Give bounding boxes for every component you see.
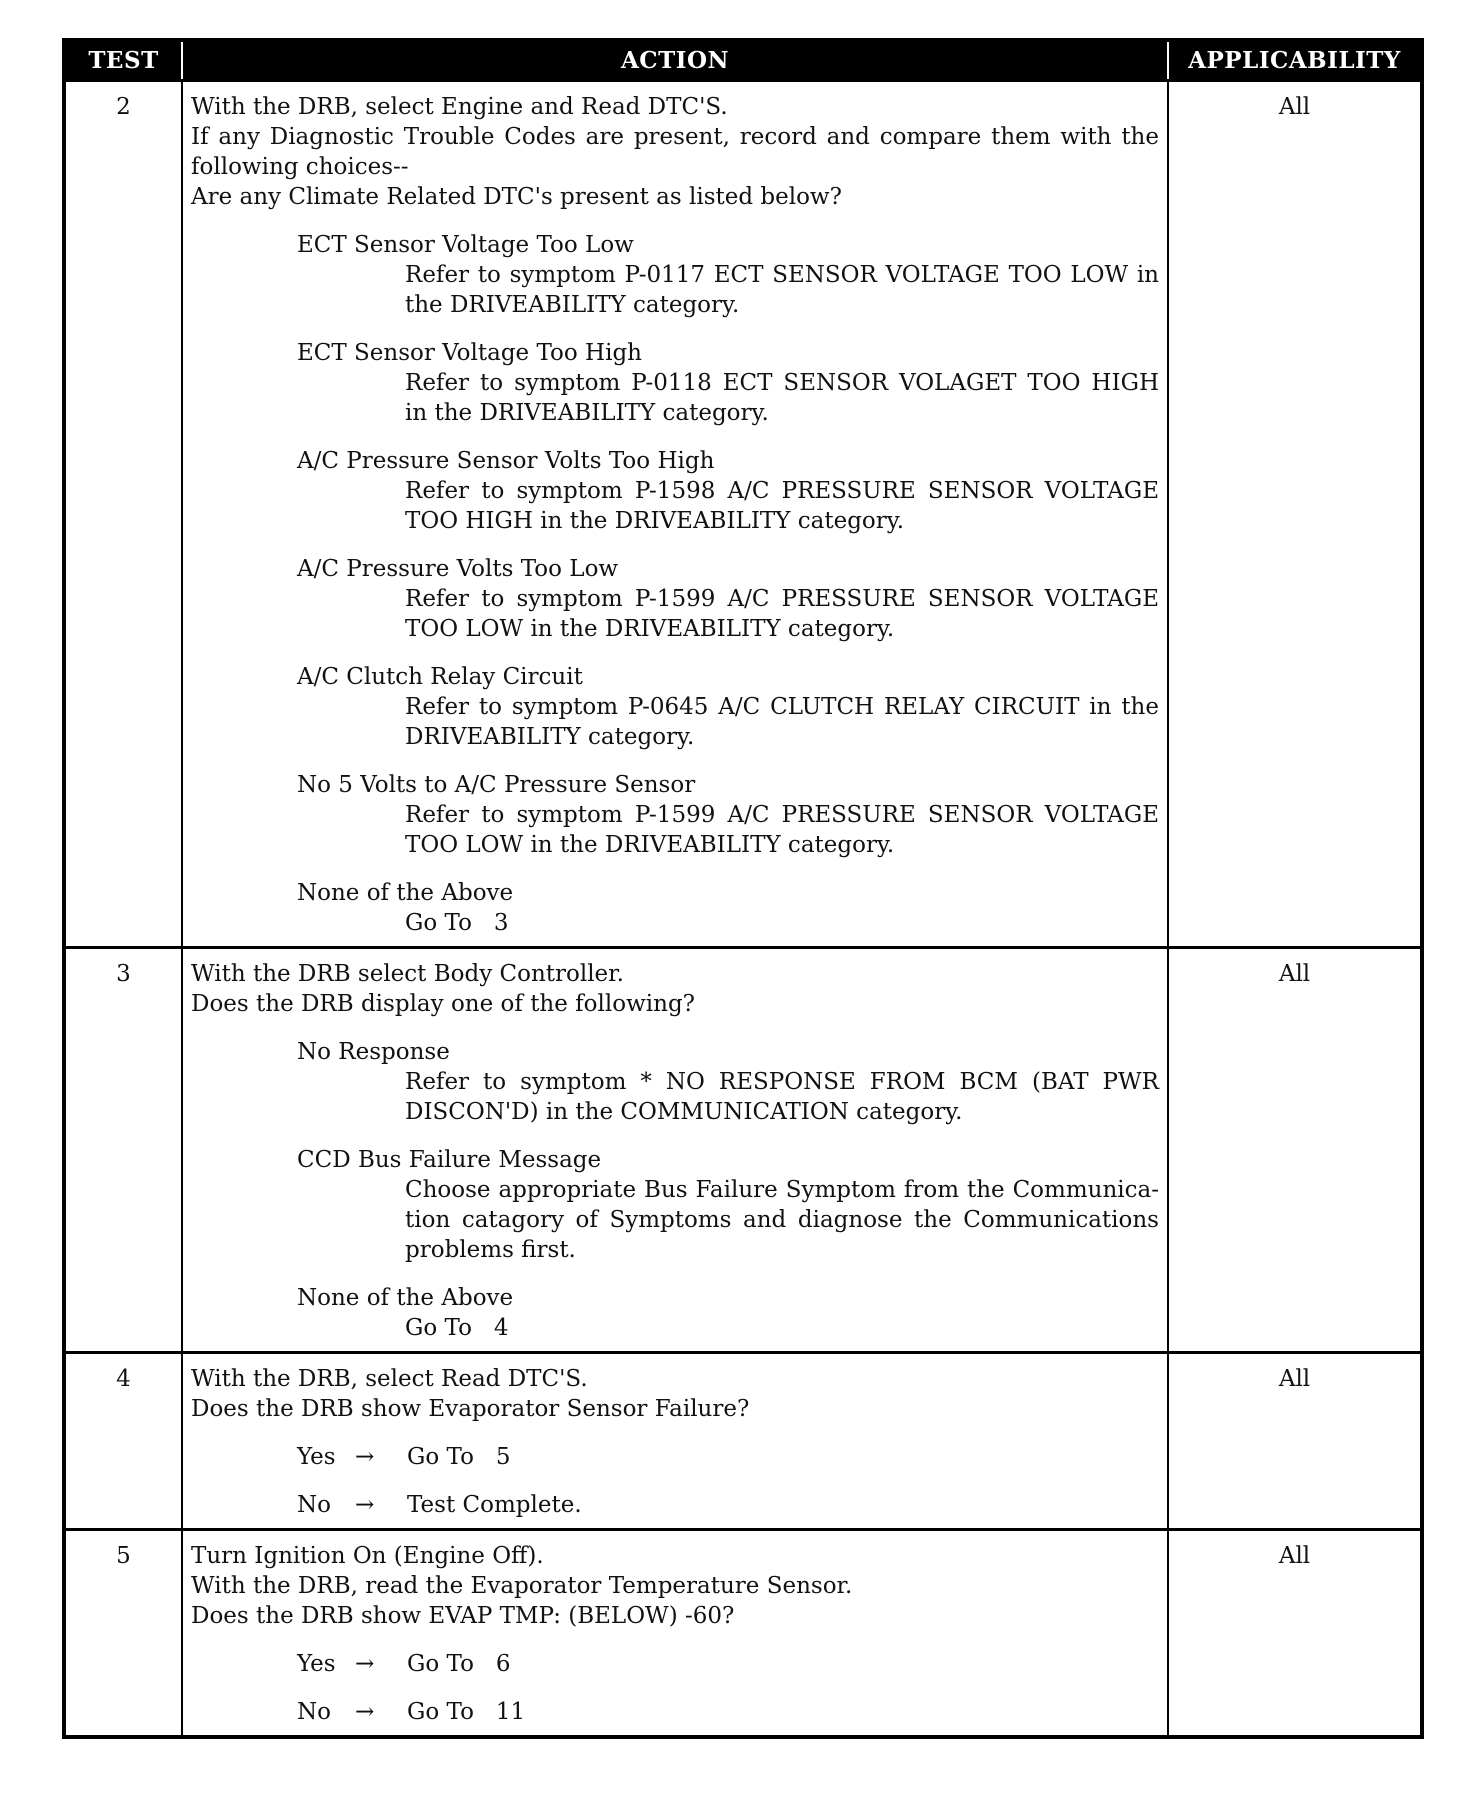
option-detail: Refer to symptom P-1599 A/C PRESSURE SENSOR VOLTAGE TOO LOW in the DRIVEABILITY category. (405, 802, 1159, 858)
action-intro (191, 1364, 1159, 1424)
test-number: 5 (64, 1530, 182, 1738)
table-body (64, 81, 1422, 1738)
action-cell (182, 1353, 1168, 1530)
option-title: A/C Pressure Sensor Volts Too High (297, 448, 715, 474)
options-list (191, 1649, 1159, 1727)
test-number: 4 (64, 1353, 182, 1530)
action-intro (191, 92, 1159, 212)
choice-result: Go To 6 (407, 1651, 511, 1677)
choice-result: Go To 11 (407, 1699, 526, 1725)
option-detail: Refer to symptom P-1599 A/C PRESSURE SENSOR VOLTAGE TOO LOW in the DRIVEABILITY category. (405, 586, 1159, 642)
header-applicability: APPLICABILITY (1168, 40, 1422, 81)
option-item (191, 1037, 1159, 1127)
option-item (191, 338, 1159, 428)
diagnostic-test-table (62, 38, 1424, 1739)
option-detail: Refer to symptom P-0117 ECT SENSOR VOLTAGE TOO LOW in the DRIVEABILITY category. (405, 262, 1159, 318)
header-test: TEST (64, 40, 182, 81)
action-cell (182, 81, 1168, 948)
intro-line: Does the DRB show EVAP TMP: (BELOW) -60? (191, 1603, 735, 1629)
header-action: ACTION (182, 40, 1168, 81)
option-item (191, 1145, 1159, 1265)
options-list (191, 1442, 1159, 1520)
applicability-value: All (1168, 1530, 1422, 1738)
option-title: A/C Pressure Volts Too Low (297, 556, 619, 582)
arrow-icon: → (355, 1699, 375, 1725)
choice-label: Yes (297, 1651, 336, 1677)
intro-line: With the DRB select Body Controller. (191, 961, 624, 987)
choice-label: No (297, 1699, 331, 1725)
choice-item (191, 1649, 1159, 1679)
intro-line: Does the DRB show Evaporator Sensor Failure? (191, 1396, 750, 1422)
table-row (64, 1530, 1422, 1738)
arrow-icon: → (355, 1444, 375, 1470)
option-item (191, 662, 1159, 752)
option-detail: Refer to symptom P-0645 A/C CLUTCH RELAY CIRCUIT in the DRIVEABILITY category. (405, 694, 1159, 750)
intro-line: Does the DRB display one of the following? (191, 991, 696, 1017)
intro-line: With the DRB, select Engine and Read DTC'S. (191, 94, 728, 120)
choice-item (191, 1442, 1159, 1472)
options-list (191, 230, 1159, 938)
option-title: A/C Clutch Relay Circuit (297, 664, 583, 690)
table-header-row (64, 40, 1422, 81)
option-detail: Refer to symptom P-0118 ECT SENSOR VOLAGET TOO HIGH in the DRIVEABILITY category. (405, 370, 1159, 426)
option-item (191, 1283, 1159, 1343)
option-title: CCD Bus Failure Message (297, 1147, 602, 1173)
choice-item (191, 1490, 1159, 1520)
table-row (64, 948, 1422, 1353)
intro-line: With the DRB, select Read DTC'S. (191, 1366, 588, 1392)
intro-line: If any Diagnostic Trouble Codes are present, record and compare them with the following choices-- (191, 124, 1159, 180)
option-detail: Go To 3 (405, 910, 509, 936)
option-detail: Refer to symptom * NO RESPONSE FROM BCM (BAT PWR DISCON'D) in the COMMUNICATION category. (405, 1069, 1159, 1125)
table-row (64, 1353, 1422, 1530)
applicability-value: All (1168, 1353, 1422, 1530)
option-detail: Refer to symptom P-1598 A/C PRESSURE SENSOR VOLTAGE TOO HIGH in the DRIVEABILITY category. (405, 478, 1159, 534)
intro-line: Turn Ignition On (Engine Off). (191, 1543, 544, 1569)
action-intro (191, 1541, 1159, 1631)
choice-label: No (297, 1492, 331, 1518)
option-item (191, 230, 1159, 320)
table-row (64, 81, 1422, 948)
option-item (191, 878, 1159, 938)
option-title: ECT Sensor Voltage Too Low (297, 232, 634, 258)
option-title: No Response (297, 1039, 450, 1065)
choice-item (191, 1697, 1159, 1727)
option-item (191, 446, 1159, 536)
test-number: 2 (64, 81, 182, 948)
choice-result: Go To 5 (407, 1444, 511, 1470)
action-cell (182, 1530, 1168, 1738)
arrow-icon: → (355, 1492, 375, 1518)
applicability-value: All (1168, 81, 1422, 948)
option-item (191, 554, 1159, 644)
applicability-value: All (1168, 948, 1422, 1353)
option-title: None of the Above (297, 1285, 514, 1311)
action-cell (182, 948, 1168, 1353)
option-detail: Go To 4 (405, 1315, 509, 1341)
choice-result: Test Complete. (407, 1492, 582, 1518)
intro-line: Are any Climate Related DTC's present as listed below? (191, 184, 842, 210)
options-list (191, 1037, 1159, 1343)
option-title: None of the Above (297, 880, 514, 906)
option-title: No 5 Volts to A/C Pressure Sensor (297, 772, 696, 798)
option-title: ECT Sensor Voltage Too High (297, 340, 642, 366)
test-number: 3 (64, 948, 182, 1353)
intro-line: With the DRB, read the Evaporator Temperature Sensor. (191, 1573, 853, 1599)
option-item (191, 770, 1159, 860)
arrow-icon: → (355, 1651, 375, 1677)
action-intro (191, 959, 1159, 1019)
choice-label: Yes (297, 1444, 336, 1470)
option-detail: Choose appropriate Bus Failure Symptom from the Communica-tion catagory of Symptoms and diagnose the Communications problems first. (405, 1177, 1159, 1263)
